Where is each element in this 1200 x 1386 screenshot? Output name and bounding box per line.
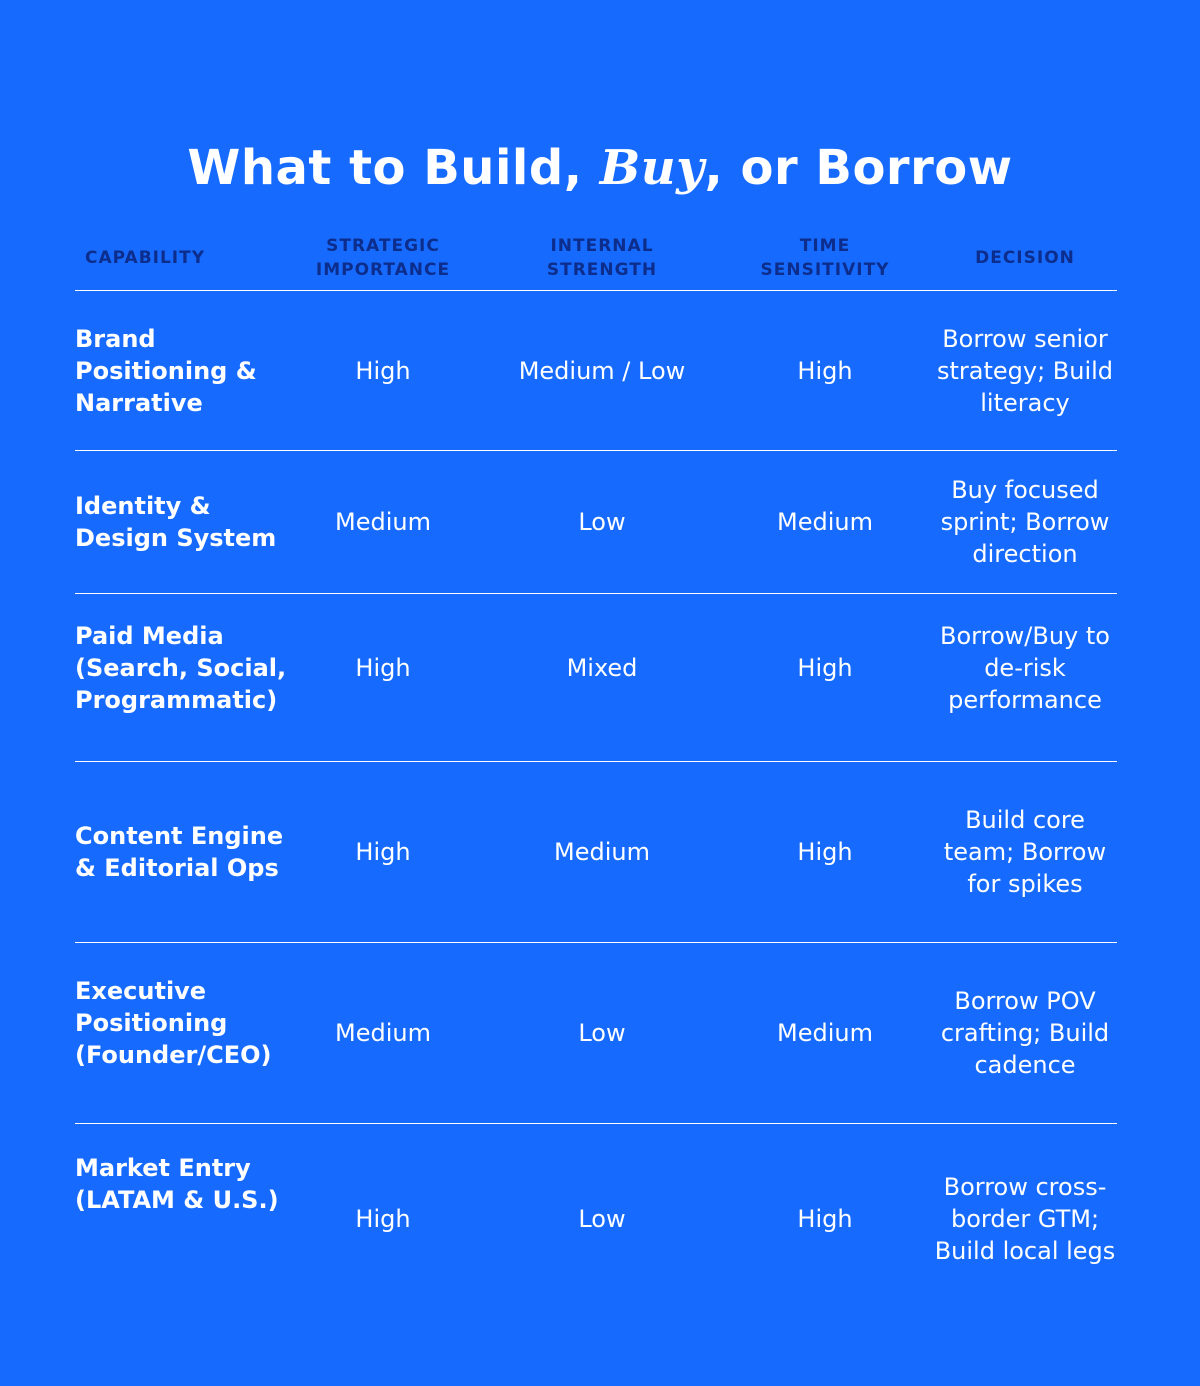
table-row-content-engine xyxy=(75,762,1117,943)
capability-cell: Identity & Design System xyxy=(75,492,277,552)
table-row-identity-design xyxy=(75,451,1117,594)
table-row-market-entry xyxy=(75,1124,1117,1314)
title-part-2: , or Borrow xyxy=(704,140,1013,197)
internal-strength-cell: Mixed xyxy=(566,653,638,682)
table-header xyxy=(75,226,1117,291)
internal-strength-cell: Low xyxy=(578,508,626,536)
internal-strength-cell: Low xyxy=(578,1019,626,1047)
column-header-capability: CAPABILITY xyxy=(85,248,206,268)
capability-cell: Executive Positioning (Founder/CEO) xyxy=(75,977,272,1069)
column-header-strategic-importance: STRATEGIC IMPORTANCE xyxy=(315,236,451,280)
decision-cell: Borrow POV crafting; Build cadence xyxy=(940,987,1110,1079)
title-italic-word: Buy xyxy=(599,140,705,197)
internal-strength-cell: Medium / Low xyxy=(518,356,686,385)
decision-cell: Borrow/Buy to de-risk performance xyxy=(940,621,1110,714)
internal-strength-cell: Medium xyxy=(554,838,650,866)
internal-strength-cell: Low xyxy=(578,1205,626,1233)
capability-cell: Market Entry (LATAM & U.S.) xyxy=(75,1154,279,1214)
capability-cell: Paid Media (Search, Social, Programmatic) xyxy=(75,621,287,714)
strategic-importance-cell: High xyxy=(355,356,411,385)
strategic-importance-cell: Medium xyxy=(335,508,431,536)
column-header-decision: DECISION xyxy=(975,248,1075,268)
table-row-paid-media xyxy=(75,594,1117,762)
time-sensitivity-cell: Medium xyxy=(777,1019,873,1047)
capability-cell: Content Engine & Editorial Ops xyxy=(75,822,284,882)
time-sensitivity-cell: High xyxy=(797,653,853,682)
title-part-1: What to Build, xyxy=(187,140,600,197)
decision-cell: Borrow cross-border GTM; Build local legs xyxy=(934,1173,1116,1265)
table-row-executive-positioning xyxy=(75,943,1117,1124)
page-title xyxy=(0,136,1200,200)
time-sensitivity-cell: High xyxy=(797,838,853,866)
table-row-brand-positioning xyxy=(75,291,1117,451)
decision-cell: Buy focused sprint; Borrow direction xyxy=(940,476,1110,568)
time-sensitivity-cell: High xyxy=(797,1205,853,1233)
strategic-importance-cell: High xyxy=(355,838,411,866)
column-header-time-sensitivity: TIME SENSITIVITY xyxy=(760,236,890,280)
decision-cell: Borrow senior strategy; Build literacy xyxy=(936,324,1114,417)
capability-cell: Brand Positioning & Narrative xyxy=(75,324,257,417)
decision-cell: Build core team; Borrow for spikes xyxy=(943,806,1107,898)
column-header-internal-strength: INTERNAL STRENGTH xyxy=(546,236,658,280)
time-sensitivity-cell: Medium xyxy=(777,508,873,536)
strategic-importance-cell: High xyxy=(355,653,411,682)
strategic-importance-cell: High xyxy=(355,1205,411,1233)
strategic-importance-cell: Medium xyxy=(335,1019,431,1047)
time-sensitivity-cell: High xyxy=(797,356,853,385)
